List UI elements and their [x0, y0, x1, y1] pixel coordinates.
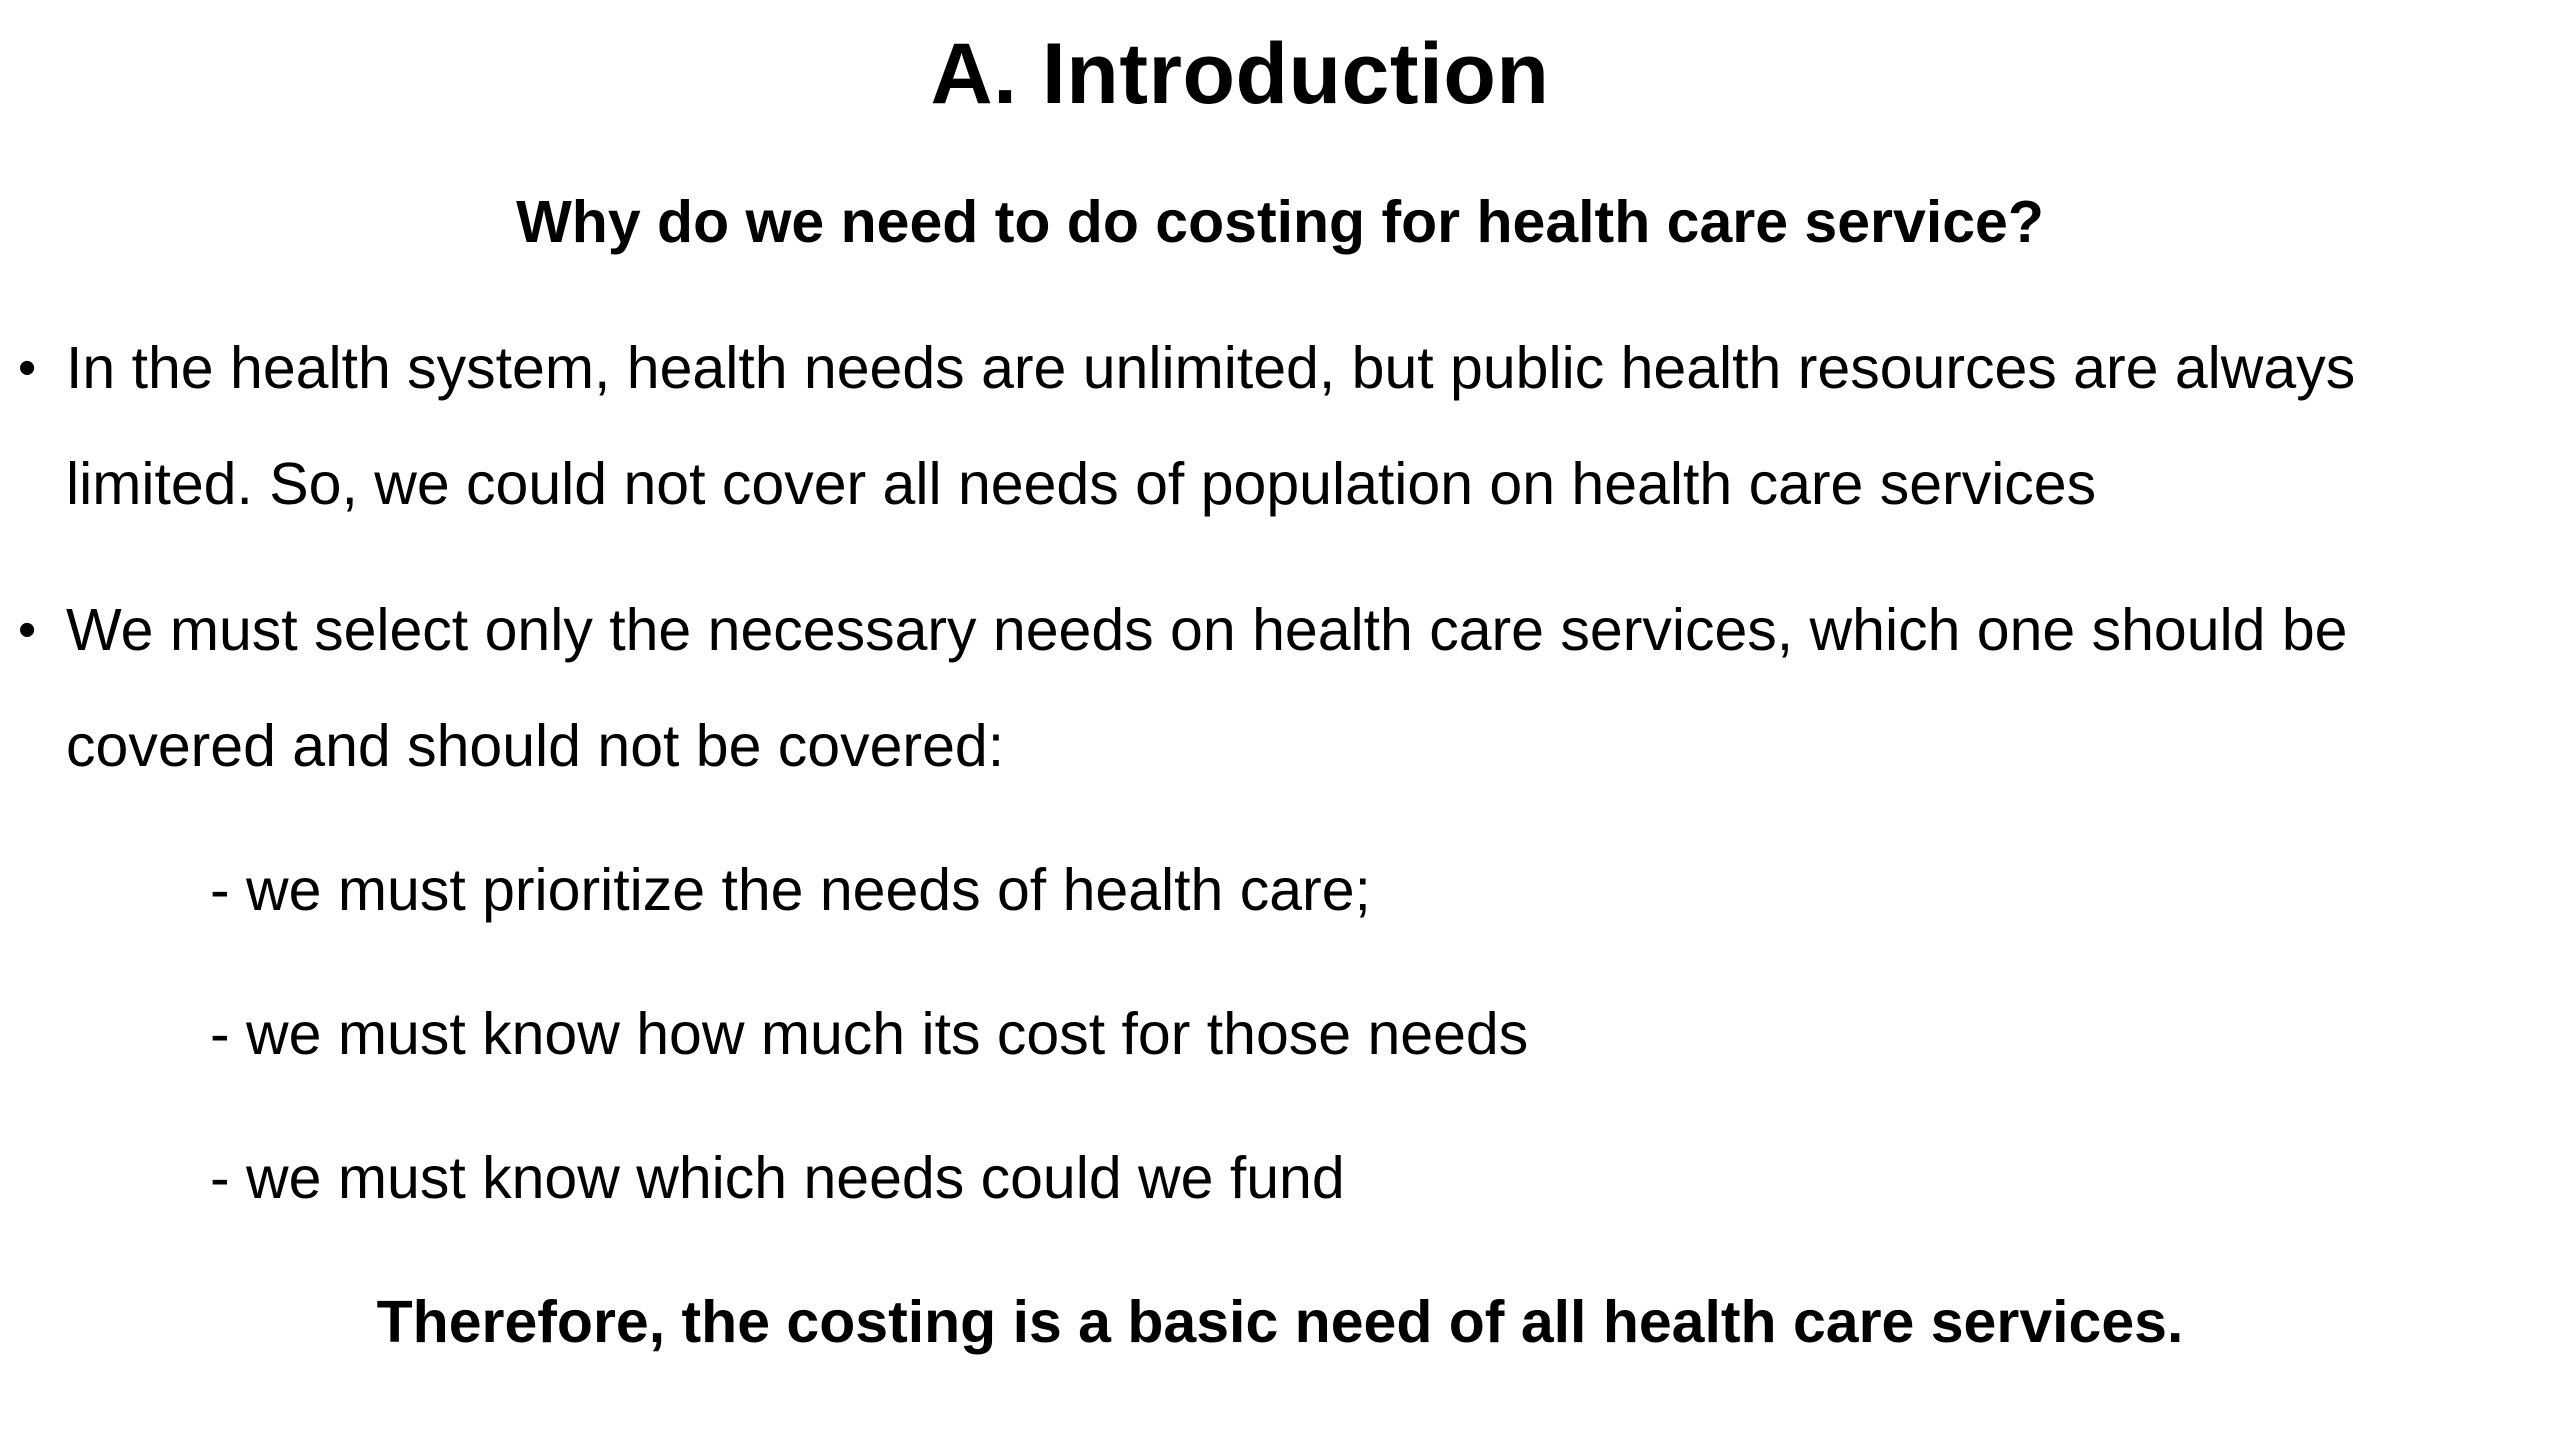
bullet-text [66, 310, 2546, 542]
bullet-dot-icon: • [18, 601, 37, 659]
sub-list-item: - we must prioritize the needs of health care; [210, 857, 1371, 923]
bullet-line: We must select only the necessary needs on health care services, which one should be [66, 597, 2348, 663]
sub-list-item: - we must know how much its cost for those needs [210, 1001, 1529, 1067]
slide-conclusion: Therefore, the costing is a basic need of all health care services. [376, 1289, 2184, 1355]
bullet-dot-icon: • [18, 339, 37, 397]
bullet-line: limited. So, we could not cover all needs of population on health care services [66, 451, 2097, 517]
bullet-text [66, 572, 2546, 804]
slide-title: A. Introduction [930, 26, 1550, 122]
bullet-line: covered and should not be covered: [66, 713, 1005, 779]
bullet-line: In the health system, health needs are unlimited, but public health resources are always [66, 335, 2356, 401]
sub-list-item: - we must know which needs could we fund [210, 1145, 1345, 1211]
slide-subtitle: Why do we need to do costing for health care service? [516, 189, 2044, 255]
